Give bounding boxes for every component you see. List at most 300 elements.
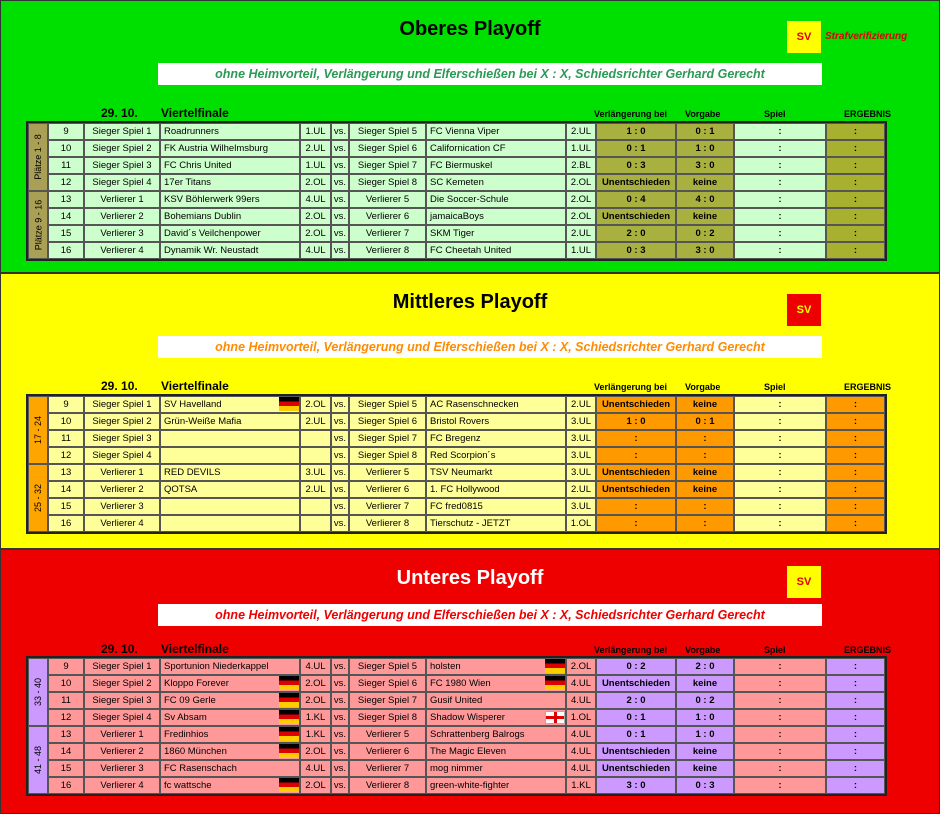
cell-b-team: holsten [426,658,566,675]
section-title: Mittleres Playoff [392,291,548,313]
table-row [28,157,885,174]
cell-spiel[interactable]: : [734,498,826,515]
cell-vs: vs. [331,430,349,447]
cell-vs: vs. [331,709,349,726]
cell-a-label: Sieger Spiel 3 [84,157,160,174]
cell-spiel[interactable]: : [734,396,826,413]
cell-vorgabe: 1 : 0 [676,726,734,743]
cell-a-team [160,498,300,515]
cell-ext: 1 : 0 [596,413,676,430]
cell-vs: vs. [331,726,349,743]
cell-vorgabe: keine [676,208,734,225]
cell-vorgabe: : [676,515,734,532]
cell-vs: vs. [331,515,349,532]
cell-vorgabe: : [676,430,734,447]
cell-ext: 0 : 3 [596,242,676,259]
cell-a-league: 4.UL [300,191,331,208]
cell-spiel[interactable]: : [734,225,826,242]
cell-spiel[interactable]: : [734,140,826,157]
sv-note-label: Strafverifizierung [825,31,908,42]
cell-num: 12 [48,174,84,191]
cell-a-label: Verlierer 1 [84,464,160,481]
cell-b-league: 1.OL [566,515,596,532]
cell-a-team: FK Austria Wilhelmsburg [160,140,300,157]
cell-b-league: 4.UL [566,743,596,760]
cell-b-team: FC Biermuskel [426,157,566,174]
cell-num: 13 [48,726,84,743]
cell-b-league: 2.OL [566,208,596,225]
cell-ergebnis[interactable]: : [826,658,885,675]
cell-ergebnis[interactable]: : [826,208,885,225]
column-header-vorgabe: Vorgabe [685,645,721,655]
cell-a-label: Sieger Spiel 3 [84,692,160,709]
cell-ergebnis[interactable]: : [826,726,885,743]
cell-num: 9 [48,658,84,675]
table-row [28,675,885,692]
cell-b-team: Californication CF [426,140,566,157]
table-row [28,760,885,777]
cell-spiel[interactable]: : [734,760,826,777]
cell-ext: 2 : 0 [596,225,676,242]
cell-vs: vs. [331,140,349,157]
cell-ergebnis[interactable]: : [826,447,885,464]
cell-b-team: Tierschutz - JETZT [426,515,566,532]
cell-ergebnis[interactable]: : [826,515,885,532]
column-header-ergebnis: ERGEBNIS [844,109,892,119]
cell-a-label: Verlierer 3 [84,225,160,242]
cell-b-league: 3.UL [566,447,596,464]
cell-b-label: Verlierer 5 [349,726,426,743]
cell-b-league: 1.OL [566,709,596,726]
cell-spiel[interactable]: : [734,447,826,464]
sv-button[interactable]: SV [787,294,821,326]
cell-a-team: FC Chris United [160,157,300,174]
cell-vorgabe: 0 : 2 [676,692,734,709]
cell-spiel[interactable]: : [734,191,826,208]
table-row [28,225,885,242]
cell-vorgabe: 1 : 0 [676,709,734,726]
cell-vs: vs. [331,174,349,191]
cell-ext: Unentschieden [596,743,676,760]
cell-b-label: Verlierer 8 [349,515,426,532]
cell-num: 9 [48,123,84,140]
sv-button[interactable]: SV [787,21,821,53]
cell-a-league: 2.OL [300,675,331,692]
cell-ergebnis[interactable]: : [826,498,885,515]
column-header-ext: Verlängerung bei [594,645,668,655]
table-row [28,498,885,515]
cell-a-label: Sieger Spiel 1 [84,396,160,413]
cell-a-league: 3.UL [300,464,331,481]
germany-flag-icon [279,397,299,411]
cell-a-label: Sieger Spiel 1 [84,123,160,140]
cell-vs: vs. [331,191,349,208]
cell-vorgabe: keine [676,481,734,498]
table-row [28,464,885,481]
cell-ergebnis[interactable]: : [826,675,885,692]
cell-b-team: TSV Neumarkt [426,464,566,481]
cell-b-team: Gusif United [426,692,566,709]
cell-ergebnis[interactable]: : [826,140,885,157]
cell-a-team: KSV Böhlerwerk 99ers [160,191,300,208]
cell-a-label: Verlierer 3 [84,760,160,777]
cell-b-league: 3.UL [566,430,596,447]
table-row [28,692,885,709]
cell-vorgabe: 0 : 1 [676,413,734,430]
table-row [28,658,885,675]
cell-b-league: 1.UL [566,242,596,259]
cell-vs: vs. [331,658,349,675]
cell-a-team: FC 09 Gerle [160,692,300,709]
cell-num: 10 [48,675,84,692]
cell-ext: 1 : 0 [596,123,676,140]
match-table [26,121,887,261]
column-header-ext: Verlängerung bei [594,109,668,119]
cell-vs: vs. [331,447,349,464]
cell-b-team: FC Bregenz [426,430,566,447]
cell-a-label: Verlierer 2 [84,743,160,760]
cell-b-label: Sieger Spiel 6 [349,413,426,430]
cell-ext: : [596,498,676,515]
cell-b-team: FC fred0815 [426,498,566,515]
cell-b-label: Sieger Spiel 7 [349,430,426,447]
cell-spiel[interactable]: : [734,157,826,174]
table-row [28,777,885,794]
cell-ergebnis[interactable]: : [826,760,885,777]
cell-vorgabe: 3 : 0 [676,157,734,174]
cell-vorgabe: : [676,447,734,464]
cell-b-team: Bristol Rovers [426,413,566,430]
cell-a-team: Fredinhios [160,726,300,743]
germany-flag-icon [545,676,565,690]
cell-a-label: Verlierer 4 [84,515,160,532]
rules-banner: ohne Heimvorteil, Verlängerung und Elferschießen bei X : X, Schiedsrichter Gerhard Gerecht [158,63,822,85]
cell-b-team: Schrattenberg Balrogs [426,726,566,743]
column-header-spiel: Spiel [764,109,786,119]
section-title: Oberes Playoff [399,18,541,40]
cell-ergebnis[interactable]: : [826,481,885,498]
germany-flag-icon [279,710,299,724]
germany-flag-icon [279,778,299,792]
cell-b-label: Sieger Spiel 5 [349,396,426,413]
cell-b-league: 4.UL [566,760,596,777]
cell-a-label: Verlierer 1 [84,191,160,208]
cell-ergebnis[interactable]: : [826,709,885,726]
england-flag-icon [545,711,565,724]
cell-spiel[interactable]: : [734,208,826,225]
cell-a-league: 2.OL [300,396,331,413]
cell-b-label: Sieger Spiel 6 [349,675,426,692]
cell-spiel[interactable]: : [734,709,826,726]
cell-num: 14 [48,481,84,498]
cell-vorgabe: 1 : 0 [676,140,734,157]
cell-spiel[interactable]: : [734,242,826,259]
cell-num: 15 [48,498,84,515]
cell-b-label: Sieger Spiel 7 [349,692,426,709]
cell-ergebnis[interactable]: : [826,396,885,413]
germany-flag-icon [279,676,299,690]
cell-b-label: Verlierer 6 [349,481,426,498]
table-row [28,743,885,760]
cell-ext: 2 : 0 [596,692,676,709]
cell-ergebnis[interactable]: : [826,692,885,709]
column-header-vorgabe: Vorgabe [685,109,721,119]
cell-b-team: Red Scorpion´s [426,447,566,464]
cell-num: 15 [48,225,84,242]
cell-b-league: 2.OL [566,658,596,675]
round-title: Viertelfinale [161,642,229,656]
match-date: 29. 10. [101,642,138,656]
group-label-text: Plätze 1 - 8 [33,134,43,180]
cell-ergebnis[interactable]: : [826,743,885,760]
group-label-text: Plätze 9 - 16 [33,199,43,251]
cell-vorgabe: keine [676,396,734,413]
germany-flag-icon [279,693,299,707]
cell-vorgabe: 0 : 3 [676,777,734,794]
cell-ergebnis[interactable]: : [826,430,885,447]
cell-num: 10 [48,413,84,430]
cell-vorgabe: 2 : 0 [676,658,734,675]
cell-b-league: 3.UL [566,498,596,515]
cell-a-label: Sieger Spiel 4 [84,174,160,191]
cell-a-label: Sieger Spiel 4 [84,447,160,464]
cell-b-label: Verlierer 6 [349,208,426,225]
cell-a-label: Verlierer 4 [84,777,160,794]
cell-vorgabe: 0 : 2 [676,225,734,242]
cell-a-label: Sieger Spiel 2 [84,675,160,692]
cell-vs: vs. [331,413,349,430]
playoff-section [0,549,940,814]
cell-a-team: SV Havelland [160,396,300,413]
cell-a-team [160,447,300,464]
cell-a-league: 2.OL [300,208,331,225]
cell-num: 12 [48,447,84,464]
cell-spiel[interactable]: : [734,692,826,709]
cell-b-team: 1. FC Hollywood [426,481,566,498]
cell-a-league [300,498,331,515]
cell-ergebnis[interactable]: : [826,225,885,242]
cell-vs: vs. [331,481,349,498]
table-row [28,413,885,430]
cell-num: 10 [48,140,84,157]
cell-vs: vs. [331,777,349,794]
match-date: 29. 10. [101,106,138,120]
cell-vs: vs. [331,208,349,225]
cell-b-league: 1.KL [566,777,596,794]
cell-b-league: 2.UL [566,481,596,498]
rules-banner: ohne Heimvorteil, Verlängerung und Elferschießen bei X : X, Schiedsrichter Gerhard Gerecht [158,336,822,358]
cell-b-label: Verlierer 5 [349,191,426,208]
table-row [28,515,885,532]
cell-b-team: FC 1980 Wien [426,675,566,692]
cell-ext: 0 : 1 [596,726,676,743]
cell-b-label: Sieger Spiel 7 [349,157,426,174]
cell-ext: 0 : 3 [596,157,676,174]
cell-vorgabe: 0 : 1 [676,123,734,140]
section-title: Unteres Playoff [396,567,544,589]
column-header-spiel: Spiel [764,382,786,392]
germany-flag-icon [279,744,299,758]
table-row [28,140,885,157]
germany-flag-icon [279,727,299,741]
cell-spiel[interactable]: : [734,777,826,794]
cell-a-label: Verlierer 3 [84,498,160,515]
cell-num: 16 [48,242,84,259]
match-table [26,394,887,534]
cell-b-league: 2.UL [566,396,596,413]
cell-b-team: Die Soccer-Schule [426,191,566,208]
cell-b-league: 2.OL [566,174,596,191]
cell-a-league: 4.UL [300,760,331,777]
cell-spiel[interactable]: : [734,413,826,430]
cell-spiel[interactable]: : [734,515,826,532]
cell-a-team [160,515,300,532]
cell-vorgabe: keine [676,760,734,777]
cell-a-label: Sieger Spiel 4 [84,709,160,726]
cell-num: 16 [48,777,84,794]
cell-vs: vs. [331,464,349,481]
sv-button[interactable]: SV [787,566,821,598]
cell-b-team: SC Kemeten [426,174,566,191]
cell-spiel[interactable]: : [734,658,826,675]
cell-ext: 0 : 1 [596,709,676,726]
cell-b-league: 2.UL [566,225,596,242]
cell-a-team: Sv Absam [160,709,300,726]
cell-b-team: FC Vienna Viper [426,123,566,140]
cell-vorgabe: keine [676,675,734,692]
group-label-text: 25 - 32 [33,483,43,513]
column-header-ergebnis: ERGEBNIS [844,382,892,392]
cell-a-label: Sieger Spiel 3 [84,430,160,447]
round-title: Viertelfinale [161,379,229,393]
cell-spiel[interactable]: : [734,743,826,760]
cell-ergebnis[interactable]: : [826,413,885,430]
cell-ext: Unentschieden [596,481,676,498]
table-row [28,726,885,743]
group-label-text: 33 - 40 [33,677,43,707]
cell-spiel[interactable]: : [734,675,826,692]
cell-vorgabe: 3 : 0 [676,242,734,259]
cell-vs: vs. [331,157,349,174]
round-title: Viertelfinale [161,106,229,120]
cell-a-league: 2.OL [300,174,331,191]
cell-num: 9 [48,396,84,413]
cell-ergebnis[interactable]: : [826,191,885,208]
cell-a-team [160,430,300,447]
cell-vorgabe: keine [676,743,734,760]
cell-vs: vs. [331,498,349,515]
playoff-section [0,273,940,549]
cell-b-team: AC Rasenschnecken [426,396,566,413]
cell-b-label: Verlierer 7 [349,760,426,777]
cell-vs: vs. [331,692,349,709]
cell-a-league: 1.UL [300,157,331,174]
cell-vorgabe: 4 : 0 [676,191,734,208]
cell-a-team: QOTSA [160,481,300,498]
cell-ext: 3 : 0 [596,777,676,794]
cell-b-team: green-white-fighter [426,777,566,794]
cell-spiel[interactable]: : [734,726,826,743]
cell-ergebnis[interactable]: : [826,242,885,259]
cell-b-league: 2.BL [566,157,596,174]
cell-ergebnis[interactable]: : [826,157,885,174]
cell-a-league: 4.UL [300,658,331,675]
cell-ext: 0 : 4 [596,191,676,208]
cell-ext: : [596,430,676,447]
group-label-text: 41 - 48 [33,745,43,775]
cell-num: 12 [48,709,84,726]
cell-spiel[interactable]: : [734,174,826,191]
cell-num: 13 [48,191,84,208]
cell-spiel[interactable]: : [734,123,826,140]
cell-b-team: Shadow Wisperer [426,709,566,726]
cell-spiel[interactable]: : [734,464,826,481]
table-row [28,242,885,259]
cell-ext: : [596,515,676,532]
cell-a-label: Verlierer 2 [84,208,160,225]
cell-a-league: 2.OL [300,777,331,794]
cell-a-team: Sportunion Niederkappel [160,658,300,675]
cell-vorgabe: : [676,498,734,515]
cell-a-league: 2.UL [300,413,331,430]
cell-vs: vs. [331,225,349,242]
cell-b-league: 3.UL [566,464,596,481]
cell-a-league: 2.UL [300,140,331,157]
cell-ext: : [596,447,676,464]
cell-a-league [300,430,331,447]
cell-spiel[interactable]: : [734,430,826,447]
cell-b-league: 2.UL [566,123,596,140]
cell-a-league: 2.OL [300,225,331,242]
cell-a-league [300,515,331,532]
cell-a-label: Verlierer 1 [84,726,160,743]
cell-num: 16 [48,515,84,532]
cell-b-team: The Magic Eleven [426,743,566,760]
cell-b-label: Verlierer 5 [349,464,426,481]
table-row [28,447,885,464]
table-row [28,396,885,413]
cell-ergebnis[interactable]: : [826,464,885,481]
cell-a-team: Kloppo Forever [160,675,300,692]
cell-b-league: 4.UL [566,726,596,743]
cell-a-label: Sieger Spiel 2 [84,413,160,430]
playoff-section [0,0,940,273]
cell-ergebnis[interactable]: : [826,777,885,794]
rules-banner: ohne Heimvorteil, Verlängerung und Elferschießen bei X : X, Schiedsrichter Gerhard Gerecht [158,604,822,626]
cell-num: 14 [48,208,84,225]
cell-b-label: Sieger Spiel 8 [349,709,426,726]
cell-spiel[interactable]: : [734,481,826,498]
column-header-ergebnis: ERGEBNIS [844,645,892,655]
cell-vs: vs. [331,123,349,140]
cell-b-league: 1.UL [566,140,596,157]
table-row [28,123,885,140]
cell-b-label: Sieger Spiel 6 [349,140,426,157]
cell-b-label: Verlierer 8 [349,242,426,259]
cell-b-label: Verlierer 7 [349,498,426,515]
cell-a-league [300,447,331,464]
cell-ergebnis[interactable]: : [826,123,885,140]
table-row [28,208,885,225]
cell-ext: Unentschieden [596,464,676,481]
cell-ergebnis[interactable]: : [826,174,885,191]
cell-a-league: 2.UL [300,481,331,498]
cell-a-label: Sieger Spiel 2 [84,140,160,157]
germany-flag-icon [545,659,565,673]
cell-b-label: Verlierer 6 [349,743,426,760]
cell-a-league: 1.KL [300,726,331,743]
cell-a-team: fc wattsche [160,777,300,794]
